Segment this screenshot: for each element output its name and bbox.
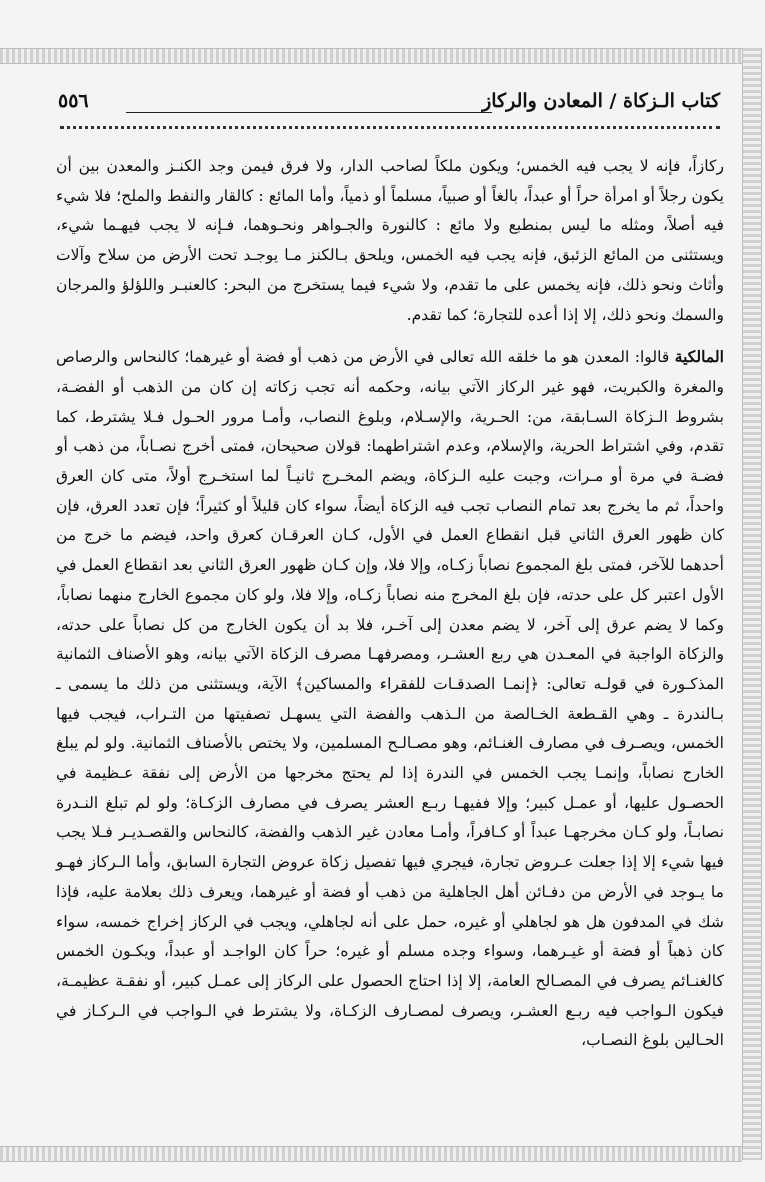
page-body bbox=[56, 152, 724, 1132]
header-rule bbox=[126, 112, 492, 113]
decorative-border-bottom bbox=[0, 1146, 742, 1162]
paragraph-text: قالوا: المعدن هو ما خلقه الله تعالى في الأرض من ذهب أو فضة أو غيرهما؛ كالنحاس والرصاص والمغرة والكبريت، فهو غير الركاز الآتي بيانه، وحكمه أنه تجب زكاته إن كان من الذهب أو الفضـة، بشروط الـزكاة السـابقة، من: الحـرية، والإسـلام، وبلوغ النصاب، وأمـا مرور الحـول فـلا يشترط، كما تقدم، وفي اشتراط الحرية، والإسلام، وعدم اشتراطهما: قولان صحيحان، فمتى أخرج نصـاباً، من ذهب أو فضـة في مرة أو مـرات، وجبت عليه الـزكاة، ويضم المخـرج ثانيـاً لما استخـرج أولاً، متى كان العرق واحداً، ثم ما يخرج بعد تمام النصاب تجب فيه الزكاة أيضاً، سواء كان قليلاً أو كثيراً؛ فإن تعدد العرق، فإن كان ظهور العرق الثاني قبل انقطاع العمل في الأول، كـان العرقـان كعرق واحد، فيضم ما خرج من أحدهما للآخر، فمتى بلغ المجموع نصاباً زكـاه، وإلا فلا، وإن كـان ظهور العرق الثاني بعد انقطاع العمل في الأول اعتبر كل على حدته، فإن بلغ المخرج منه نصاباً زكـاه، وإلا فلا، ولو كان مجموع الخارج منهما نصاباً، وكما لا يضم عرق إلى آخر، لا يضم معدن إلى آخـر، فلا بد أن يكون الخارج من كل نصاباً على حدته، والزكاة الواجبة في المعـدن هي ربع العشـر، ومصرفهـا مصرف الزكاة الآتي بيانه، وهو الأصناف الثمانية المذكـورة في قولـه تعالى: ﴿إنمـا الصدقـات للفقراء والمساكين﴾ الآية، ويستثنى من ذلك ما يسمى ـ بـالندرة ـ وهي القـطعة الخـالصة من الـذهب والفضة التي يسهـل تصفيتها من التـراب، فيجب فيها الخمس، ويصـرف في مصارف الغنـائم، وهو مصـالـح المسلمين، ولا يختص بالأصناف الثمانية. ولو لم يبلغ الخارج نصاباً، وإنمـا يجب الخمس في الندرة إذا لم يحتج مخرجها من الأرض إلى نفقة عـظيمة في الحصـول عليها، أو عمـل كبير؛ وإلا ففيهـا ربـع العشر يصرف في مصارف الزكـاة؛ ولو لم تبلغ النـدرة نصابـاً، ولو كـان مخرجهـا عبداً أو كـافراً، وأمـا معادن غير الذهب والفضة، كالنحاس والقصـديـر فـلا يجب فيها شيء إلا إذا جعلت عـروض تجارة، فيجري فيها تفصيل زكاة عروض التجارة السابق، وأما الـركاز فهـو ما يـوجد في الأرض من دفـائن أهل الجاهلية من ذهب أو فضة أو غيرهما، ويعرف ذلك بعلامة عليه، فإذا شك في المدفون هل هو لجاهلي أو غيره، حمل على أنه لجاهلي، ويجب في الركاز إخراج خمسه، سواء كان ذهباً أو فضة أو غيـرهما، وسواء وجده مسلم أو غيره؛ حراً كان الواجـد أو عبداً، ويكـون الخمس كالغنـائم يصرف في المصـالح العامة، إلا إذا احتاج الحصول على الركاز إلى عمـل كبير، أو نفقـة عظيمـة، فيكون الـواجب فيه ربـع العشـر، ويصرف لمصـارف الزكـاة، ولا يشترط في الـواجب في الـركـاز في الحـالين بلوغ النصـاب، bbox=[56, 348, 724, 1050]
page-header bbox=[58, 86, 720, 120]
dotted-separator bbox=[60, 126, 720, 135]
page-number: ٥٥٦ bbox=[58, 90, 89, 112]
decorative-border-right bbox=[742, 48, 762, 1160]
madhhab-heading: المالكية bbox=[674, 347, 724, 367]
decorative-border-top bbox=[0, 48, 742, 64]
paragraph-maliki bbox=[56, 342, 724, 1056]
running-title: كتاب الـزكاة / المعادن والركاز bbox=[482, 90, 720, 112]
paragraph: ركازاً، فإنه لا يجب فيه الخمس؛ ويكون ملكاً لصاحب الدار، ولا فرق فيمن وجد الكنـز والمعدن بين أن يكون رجلاً أو امرأة حراً أو عبداً، بالغاً أو صبياً، مسلماً أو ذمياً، وأما المائع : كالقار والنفط والملح؛ فلا شيء فيه أصلاً، ومثله ما ليس بمنطبع ولا مائع : كالنورة والجـواهر ونحـوهما، فـإنه لا يجب فيهـما شيء، ويستثنى من المائع الزئبق، فإنه يجب فيه الخمس، ويلحق بـالكنز مـا يوجـد تحت الأرض من سلاح وآلات وأثاث ونحو ذلك، فإنه يخمس على ما تقدم، ولا شيء فيما يستخرج من البحر: كالعنبـر واللؤلؤ والمرجان والسمك ونحو ذلك، إلا إذا أعده للتجارة؛ كما تقدم. bbox=[56, 157, 724, 324]
